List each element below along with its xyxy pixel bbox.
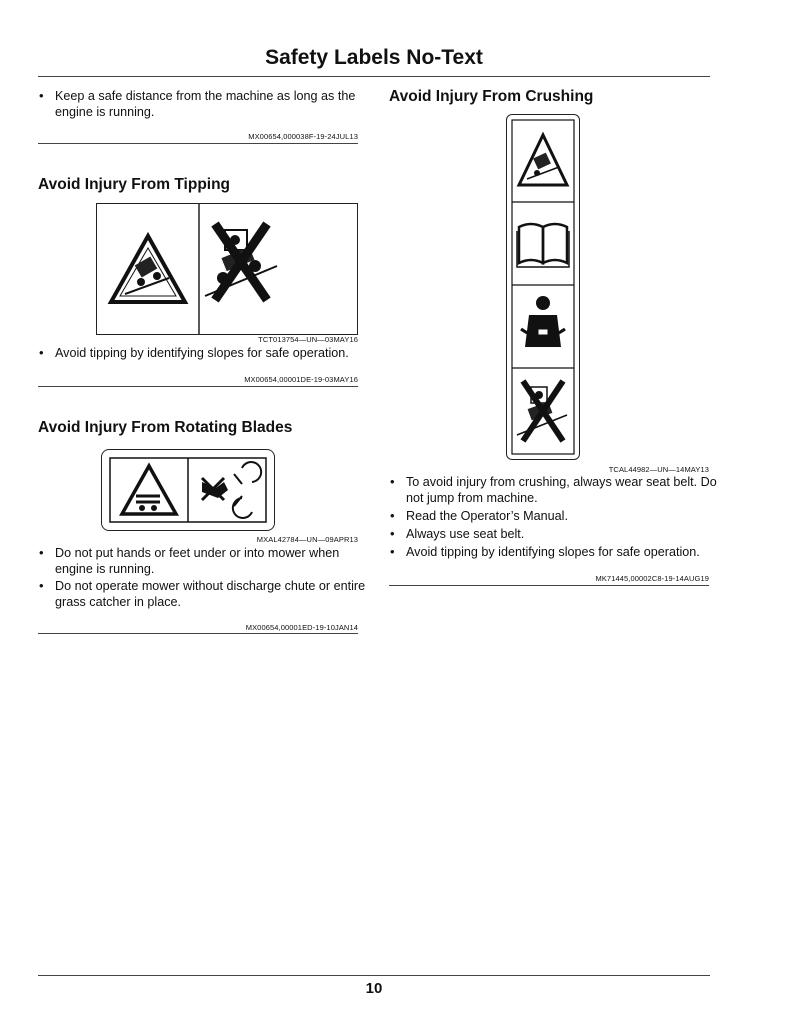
- footer-divider: [38, 975, 710, 976]
- divider: [38, 633, 358, 634]
- intro-bullet: • Keep a safe distance from the machine as long as the engine is running.: [38, 88, 375, 120]
- page-number: 10: [365, 980, 383, 997]
- title-divider: [38, 76, 710, 77]
- crushing-bullet-3: • Always use seat belt.: [389, 526, 731, 542]
- tipping-figure: [96, 203, 358, 335]
- blade-warning-triangle-icon: [122, 466, 176, 514]
- crushing-ref: MK71445,00002C8-19-14AUG19: [595, 574, 709, 583]
- tip-warning-triangle-icon: [111, 236, 185, 302]
- crushing-figure: [506, 114, 580, 460]
- seat-belt-icon: [521, 296, 565, 347]
- crushing-figure-id: TCAL44982—UN—14MAY13: [608, 465, 709, 474]
- crushing-bullet-1: • To avoid injury from crushing, always wear seat belt. Do not jump from machine.: [389, 474, 731, 506]
- divider: [38, 143, 358, 144]
- no-jump-from-machine-icon: [517, 381, 567, 441]
- blades-bullet-2: • Do not operate mower without discharge chute or entire grass catcher in place.: [38, 578, 380, 610]
- blades-figure: [101, 449, 275, 531]
- crushing-heading: Avoid Injury From Crushing: [389, 88, 594, 105]
- crushing-bullet-2: • Read the Operator’s Manual.: [389, 508, 731, 524]
- blades-bullet-1: • Do not put hands or feet under or into mower when engine is running.: [38, 545, 380, 577]
- blades-figure-id: MXAL42784—UN—09APR13: [256, 535, 358, 544]
- operators-manual-icon: [517, 224, 569, 267]
- tipping-heading: Avoid Injury From Tipping: [38, 176, 231, 193]
- crush-warning-triangle-icon: [519, 135, 567, 185]
- tipping-bullet: • Avoid tipping by identifying slopes for safe operation.: [38, 345, 380, 361]
- divider: [389, 585, 709, 586]
- tipping-ref: MX00654,00001DE-19-03MAY16: [244, 375, 358, 384]
- tipping-figure-id: TCT013754—UN—03MAY16: [258, 335, 358, 344]
- keep-hands-away-blades-icon: [202, 462, 261, 518]
- crushing-bullet-4: • Avoid tipping by identifying slopes for safe operation.: [389, 544, 731, 560]
- page-title: Safety Labels No-Text: [265, 46, 483, 69]
- intro-ref: MX00654,000038F-19-24JUL13: [248, 132, 358, 141]
- no-steep-slope-icon: [205, 224, 277, 300]
- blades-heading: Avoid Injury From Rotating Blades: [38, 419, 293, 436]
- divider: [38, 386, 358, 387]
- blades-ref: MX00654,00001ED-19-10JAN14: [245, 623, 358, 632]
